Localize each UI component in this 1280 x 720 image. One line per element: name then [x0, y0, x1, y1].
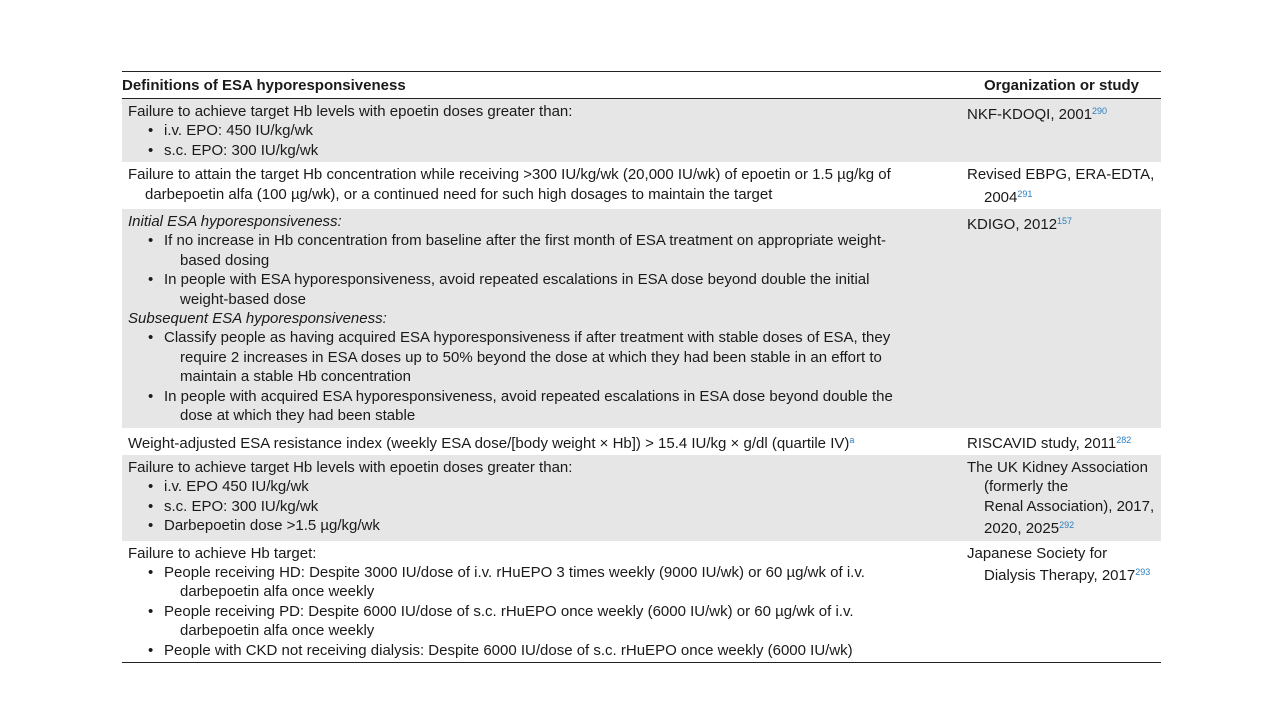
list-item-continuation: weight-based dose: [180, 290, 306, 308]
list-item-continuation: based dosing: [180, 251, 270, 269]
list-item: • People receiving HD: Despite 3000 IU/dose of i.v. rHuEPO 3 times weekly (9000 IU/wk) or 60 µg/wk of i.v.: [128, 563, 961, 582]
reference-link[interactable]: 157: [1057, 216, 1073, 227]
definition-cell: [122, 428, 961, 455]
reference-link[interactable]: 293: [1135, 566, 1151, 577]
organization-name: Japanese Society for: [967, 544, 1108, 562]
definition-cell: [122, 162, 961, 209]
reference-link[interactable]: 290: [1092, 106, 1108, 116]
organization-name: (formerly the: [984, 478, 1069, 496]
list-item: • Classify people as having acquired ESA hyporesponsiveness if after treatment with stable doses of ESA, they: [128, 328, 961, 347]
list-item: • People receiving PD: Despite 6000 IU/dose of s.c. rHuEPO once weekly (6000 IU/wk) or 60 µg/wk of i.v.: [128, 602, 961, 621]
table-row: [122, 455, 1161, 541]
table-header: [122, 72, 1161, 99]
list-item-continuation: maintain a stable Hb concentration: [180, 368, 411, 386]
table-row: [122, 541, 1161, 662]
organization-cell: [961, 209, 1161, 427]
organization-name: The UK Kidney Association: [967, 458, 1148, 476]
definition-text: Weight-adjusted ESA resistance index (weekly ESA dose/[body weight × Hb]) > 15.4 IU/kg × g/dl (quartile IV): [128, 434, 850, 452]
organization-cell: [961, 541, 1161, 662]
organization-cell: [961, 455, 1161, 541]
list-item: • i.v. EPO: 450 IU/kg/wk: [128, 121, 961, 140]
list-item: • Darbepoetin dose >1.5 µg/kg/wk: [128, 516, 961, 535]
header-definitions: Definitions of ESA hyporesponsiveness: [122, 76, 406, 94]
header-organization: Organization or study: [984, 76, 1140, 94]
definition-text: Failure to achieve target Hb levels with epoetin doses greater than:: [128, 103, 573, 120]
organization-name: Renal Association), 2017,: [984, 497, 1155, 515]
esa-hyporesponsiveness-table: [122, 71, 1161, 663]
definition-cell: [122, 541, 961, 662]
organization-year: 2004: [984, 188, 1018, 206]
list-item-continuation: darbepoetin alfa once weekly: [180, 583, 375, 601]
definition-cell: [122, 455, 961, 541]
definition-cell: [122, 99, 961, 162]
organization-cell: [961, 99, 1161, 162]
list-item: • If no increase in Hb concentration from baseline after the first month of ESA treatment on appropriate weight-: [128, 231, 961, 250]
organization-name: RISCAVID study, 2011: [967, 434, 1117, 452]
list-item: • In people with ESA hyporesponsiveness, avoid repeated escalations in ESA dose beyond double the initial: [128, 270, 961, 289]
organization-name: Dialysis Therapy, 2017: [984, 566, 1136, 584]
definition-text: Failure to achieve target Hb levels with epoetin doses greater than:: [128, 458, 573, 476]
list-item: • i.v. EPO 450 IU/kg/wk: [128, 477, 961, 496]
list-item: • People with CKD not receiving dialysis: Despite 6000 IU/dose of s.c. rHuEPO once weekly (6000 IU/wk): [128, 641, 961, 660]
list-item: • s.c. EPO: 300 IU/kg/wk: [128, 497, 961, 516]
table-row: [122, 209, 1161, 427]
organization-year: 2020, 2025: [984, 520, 1060, 538]
list-item-continuation: darbepoetin alfa once weekly: [180, 622, 375, 640]
organization-name: NKF-KDOQI, 2001: [967, 106, 1093, 123]
definition-text: Failure to attain the target Hb concentration while receiving >300 IU/kg/wk (20,000 IU/wk) of epoetin or 1.5 µg/kg of: [128, 166, 891, 184]
reference-link[interactable]: 282: [1116, 434, 1132, 445]
organization-cell: [961, 162, 1161, 209]
list-item: • s.c. EPO: 300 IU/kg/wk: [128, 141, 961, 160]
subheading: Subsequent ESA hyporesponsiveness:: [128, 310, 387, 328]
reference-link[interactable]: 291: [1017, 188, 1033, 199]
definition-cell: [122, 209, 961, 427]
subheading: Initial ESA hyporesponsiveness:: [128, 213, 342, 231]
footnote-link[interactable]: a: [849, 434, 855, 445]
table-bottom-rule: [122, 662, 1161, 663]
organization-cell: [961, 428, 1161, 455]
organization-name: KDIGO, 2012: [967, 216, 1058, 234]
list-item-continuation: require 2 increases in ESA doses up to 50% beyond the dose at which they had been stable in an effort to: [180, 348, 882, 366]
organization-name: Revised EBPG, ERA-EDTA,: [967, 166, 1155, 184]
list-item-continuation: dose at which they had been stable: [180, 407, 416, 425]
definition-text: darbepoetin alfa (100 µg/wk), or a continued need for such high dosages to maintain the target: [145, 185, 773, 203]
definition-text: Failure to achieve Hb target:: [128, 544, 317, 562]
reference-link[interactable]: 292: [1059, 520, 1075, 531]
table-row: [122, 428, 1161, 455]
table-row: [122, 162, 1161, 209]
list-item: • In people with acquired ESA hyporesponsiveness, avoid repeated escalations in ESA dose beyond double the: [128, 387, 961, 406]
table-row: [122, 99, 1161, 162]
